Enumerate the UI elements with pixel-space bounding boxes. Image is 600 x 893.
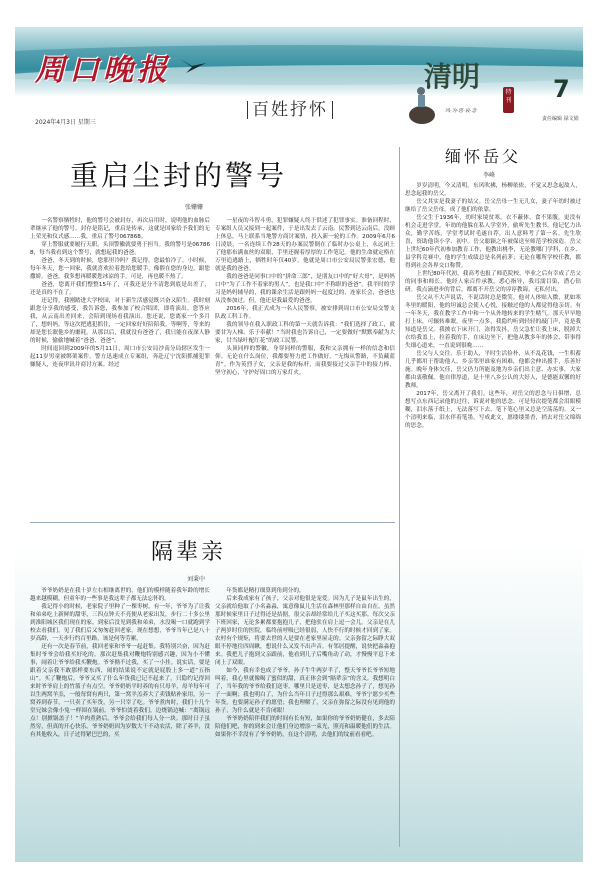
article-paragraph: 2017年，岳父离开了我们。这些年，对岳父的思念与日俱增，总想写点东西记录他的过往，诉说对他的思念。可是每次提笔都会泪眼模糊，泪水落于纸上，无法落写下去，笔下笔心里又总是空荡荡的。又一个清明来临，泪水伴着笔墨，写成此文，愿缕缕墨香，捎去对岳父绵绵的思念。 xyxy=(405,391,581,429)
article-column xyxy=(405,182,581,857)
article-byline: 李峰 xyxy=(483,172,496,179)
special-caption: 风·为·思·哀·念 xyxy=(445,108,477,114)
article-paragraph: 岳父从不大声说话，不说话时总是微笑。他对人体贴入微，犹如寒冬里的暖阳，他的坦诚总会使人心悦，接触过他的人都觉得他亲切。有一年冬天，我在教学工作中和一个从外地转来的学生赌气，那天早早地打上床，可辗转难眠。夜里一点多，我隐约听到轻轻的敲门声，竟是我知道是岳父。我披衣下床开门，冻得发抖，岳父急忙让我上床，脱掉大衣给我盖上，拉着我的手，在床边坐下，把他从教多年的体会、带事得失细心道来，一直说到很晚…… xyxy=(405,295,581,349)
qingming-special-title: 清明 xyxy=(424,60,481,93)
article-headline[interactable]: 隔辈亲 xyxy=(151,540,227,565)
article-paragraph: 岳父与人交往，乐于助人，平时生活俭朴，从不乱花钱，一生积蓄几乎都用于帮助他人。乡亲邻里谁家有困难，他都会伸出援手，乐善好施。晚年身体欠佳，岳父仍力所能及地为乡亲们出主意、办实事，大家都由衷敬佩。他自律厚道，是十里八乡公认的大好人，是德能双馨的好教师。 xyxy=(405,351,581,389)
article-paragraph: 一名警察牺牲时，他的警号会被封存，再次启用时，说明他的血脉后辈继承了他的警号。封存是铭记，重启是传承，这就是国家给予我们的无上荣光和仪式感……我，重启了警号067868。 xyxy=(30,218,210,240)
article-paragraph: 时间退回到2009年的5月11日，周口市公安局沙南分局辖区发生一起11岁男童被绑架案件，警方迅速成立专案组，奔赴辽宁沈阳抓捕犯罪嫌疑人，连夜审讯并商讨方案。经过 xyxy=(30,346,210,368)
special-edition-seal: 特刊 xyxy=(503,87,514,113)
article-byline: 张姗姗 xyxy=(185,204,204,211)
article-column xyxy=(215,217,395,517)
article-paragraph: 后来我成家有了孩子，父亲对他很是宠爱。因为儿子是鼠年出生的，父亲就给他取了小名淼淼，寓意像鼠儿生活在森林里那样自由自在。虽然那时候家里日子过得还是拮据，很父亲却经常给儿子买这买那。每次父亲下班回家，无论多累都要抱抱儿子，把他驮在肩上逗一会儿。父亲是在儿子两岁时住的医院，临终前呼吸已经很弱，人快不行的时候才回到了家。农村有个规矩，将要去世的人是要在老家里屋走的。父亲弥留之际睁大双眼不停地往四周瞅，想说什么又发不出声音。有邻居提醒，说快把淼淼抱来。我把儿子抱到父亲跟前，他看到儿子后嘴角动了动，才慢慢平息下来闭上了双眼。 xyxy=(215,596,395,666)
article-byline: 刘秉中 xyxy=(187,576,206,583)
article-paragraph: 头顶同样的警徽，身穿同样的警服，我和父亲拥有一样的信念和信仰。无论在什么岗位，我都要努力把工作做好。“无悔从警路，不负藏蓝青”。作为英烈子女，父亲是我的标杆，而我要接过父亲手中的接力棒，坚守初心，守护好周口的万家灯火。 xyxy=(215,346,395,376)
article-headline[interactable]: 重启尘封的警号 xyxy=(70,159,288,192)
swallow-icon xyxy=(178,57,208,75)
newspaper-logo[interactable]: 周口晚报 xyxy=(35,53,171,88)
article-paragraph: 还有一次是春节前，我回老家和爷爷一起赶集。我特别兴奋，因为赶集时爷爷会给我买好吃的。那次赶集我对鞭炮特别感兴趣，因为小不懂事，闹着让爷爷给我买鞭炮。爷爷拗不过我，买了一小挂。说实话，要是跟着父亲我不敢那样要东西，闹的结果说不定就是屁股上多一道“五指山”。买了鞭炮后，爷爷又买了什么年货我已记不起来了，只隐约记得回来时爷爷肩上的竹篮子有点空。爷爷奶奶平时养的有只母羊，母羊每年可以生两窝羊羔，一般每窝有两只，第一窝羊羔养大了卖钱贴补家用，另一窝养到春节，一只卖了买年货，另一只宰了吃。爷爷煮肉时，我们十几个堂兄妹会像小兔一样围在锅前。爷爷怕烫着我们，边烧锅边喊：“离锅远点！别掀锅盖子！”羊肉煮熟后，爷爷会给我们每人分一块。那时日子虽然穷，但真的开心快乐。爷爷奶奶因为岁数大干不动农活，除了养羊，没有其他收入，日子过得紧巴巴的，买 xyxy=(30,644,210,738)
article-paragraph: 岳父其实是我妻子的姑父。岳父岳母一生无儿女，妻子年幼时被过继给了岳父岳母，成了他们的依靠。 xyxy=(405,199,581,213)
article-paragraph: 岳父生于1936年，幼时家境贫寒，衣不蔽体，食不果腹，更没有机会走进学堂。年幼的他躲在私人学堂外，偷听先生教书。他记忆力出众，勤学苦练，学堂考试时毛遂自荐，出人意料考了第一名。先生欣喜，资助他读小学、初中。岳父聪颖之年被保送至师范学校深造。岳父上世纪60年代初参加教育工作，他教出桃李，无论教哪门学科，在乡、县学科竞赛中，他的学生成绩总是名列前茅；无论在哪所学校任教，都得到社会各界交口称赞。 xyxy=(405,215,581,269)
article-paragraph: 岁岁清明，今又清明。东风吹拂，杨柳依依，不觉又思念起故人，思念起我的岳父。 xyxy=(405,183,581,197)
article-column xyxy=(215,587,395,862)
issue-date: 2024年4月3日 星期三 xyxy=(35,119,96,126)
article-column xyxy=(30,217,210,517)
article-paragraph: 爸爸，您离开我们整整15年了，可我还是分不清您到底是出差了，还是真的不在了。 xyxy=(30,282,210,296)
article-paragraph: 一星夜的斗智斗勇，犯罪嫌疑人终于供述了犯罪事实。准备回程时，专案组人员又接到一起案件，于是出发去了云南。民警到达云南后，没顾上休息，马上联系当地警方商讨案情，投入新一轮的工作。2009年6月6日凌晨，一名连续工作28天的办案民警倒在了临时办公桌上，永远闭上了他那布满血丝的双眼，手里还握着厚厚的工作笔记。他的生命就定格在万里追逃路上，牺牲时年仅40岁。他就是周口市公安局民警张宏德，他就是我的爸爸。 xyxy=(215,218,395,272)
article-paragraph: 爷爷奶奶是在我十岁左右相继离世的，他们的模样随着我年龄的增长越来越模糊，但童年的一些事是我这辈子都无法忘怀的。 xyxy=(30,588,210,602)
article-paragraph: 如今，我有幸也成了爷爷，孙子牛牛两岁半了，整天爷爷长爷爷短地叫着，我心里就像喝了蜜似的甜，真正体会到“隔辈亲”的含义。我想明白了，当年我的爷爷给我们送枣，哪里只是送枣，是太想念孙子了，想见孙子一面啊；我也明白了，为什么当年日子过得那么艰难，爷爷宁愿少买些年货，也要满足孙子的愿望；我也理解了，父亲在弥留之际没有见到他的孙子，为什么就是不肯闭眼！ xyxy=(215,668,395,714)
article-paragraph: 上世纪80年代初，我高考也报了师范院校，毕业之后有幸成了岳父的同事和师长。他经人家百件承教，悉心指导，我耳濡目染，潜心钻研。我点滴进步的背后，都离不开岳父的谆谆教诲，无私付出。 xyxy=(405,271,581,293)
article-headline[interactable]: 缅怀岳父 xyxy=(445,147,522,166)
column-divider xyxy=(399,147,400,847)
article-divider xyxy=(30,522,395,523)
article-paragraph: 我记得小的时候，老家院子里种了一棵枣树，有一年，爷爷为了让我和弟弟吃上新鲜的甜枣，三四点钟天不亮便从老家出发，步行二十多公里到淮阳城区我们现在的家。到家后没见到我和弟弟，水没喝一口就跑到学校去看我们，见了我们后又匆匆赶回老家。现在想想，爷爷当年已是八十岁高龄，一天步行约百里路，该是何等劳累。 xyxy=(30,604,210,642)
article-paragraph: 我的领导在我入职政工科的第一天就告诉我：“我们选择了政工，就要甘为人梯、乐于奉献！”当时我也告诉自己，一定要做好“默默奉献为大家，甘当绿叶配红花”的政工民警。 xyxy=(215,322,395,344)
article-column xyxy=(30,587,210,862)
section-title-text: 百姓抒怀 xyxy=(252,100,328,120)
article-paragraph: 还记得，我刚踏进大学校园，对于新生活感觉既兴奋又陌生。我时刻跟您分享我的感受，我告诉您，我参加了校合唱团，即将演出。您答应我，从云南出差回来，会陪到现场看我演出。您还说，您离家一个多月了，想妈妈，等这次把逃犯抓住，一定回家好好陪陪我。等啊等，等来的却是您长眠他乡的噩耗。从那以后，我就没有爸爸了，我只能在夜深人静的时候，偷偷地喊着“爸爸、爸爸”。 xyxy=(30,298,210,344)
newspaper-page xyxy=(15,27,583,862)
article-paragraph: 2016年，我正式成为一名人民警察，被安排到周口市公安局交警支队政工科工作。 xyxy=(215,306,395,320)
article-paragraph: 我的爸爸是同事口中的“拼命三郎”，是朋友口中的“好大哥”，是妈妈口中“为了工作不着家的男人”，也是我口中“不称职的爸爸”。我平时的学习是妈妈辅导的，我的课余生活是跟妈妈一起度过的，连家长会，爸爸也从没参加过。但，他还是我最爱的爸爸。 xyxy=(215,274,395,304)
section-title xyxy=(243,95,337,120)
article-paragraph: 穿上警服就要履行天职，头顶警徽就要勇于担当。我的警号是067868，每当我看到这个警号，就想起我的爸爸。 xyxy=(30,242,210,256)
page-number: 7 xyxy=(553,75,570,103)
article-paragraph: 爸爸，冬天到的时候，您那里冷吗？我记得，您最怕冷了。小时候，每年冬天，您一回家，我就喜欢拉着您给您暖手，像偎在您的身边，跟您撒娇。爸爸，我多想再暖暖您冰凉的手，可是，再也暖不热了。 xyxy=(30,258,210,280)
responsible-editor: 责任编辑 禄文娟 xyxy=(542,116,579,122)
article-paragraph: 爷爷奶奶陪伴我们的时间有长有短，如果你的爷爷奶奶健在，多去陪陪他们吧，你的到来会让他们身边增添一束光，照亮和温暖他们的生活。如果你不幸没有了爷爷奶奶，在这个清明，去他们的坟前看看吧。 xyxy=(215,716,395,738)
article-paragraph: 年货都是精打细算到角到分的。 xyxy=(226,588,305,594)
divider xyxy=(247,101,248,119)
divider xyxy=(332,101,333,119)
